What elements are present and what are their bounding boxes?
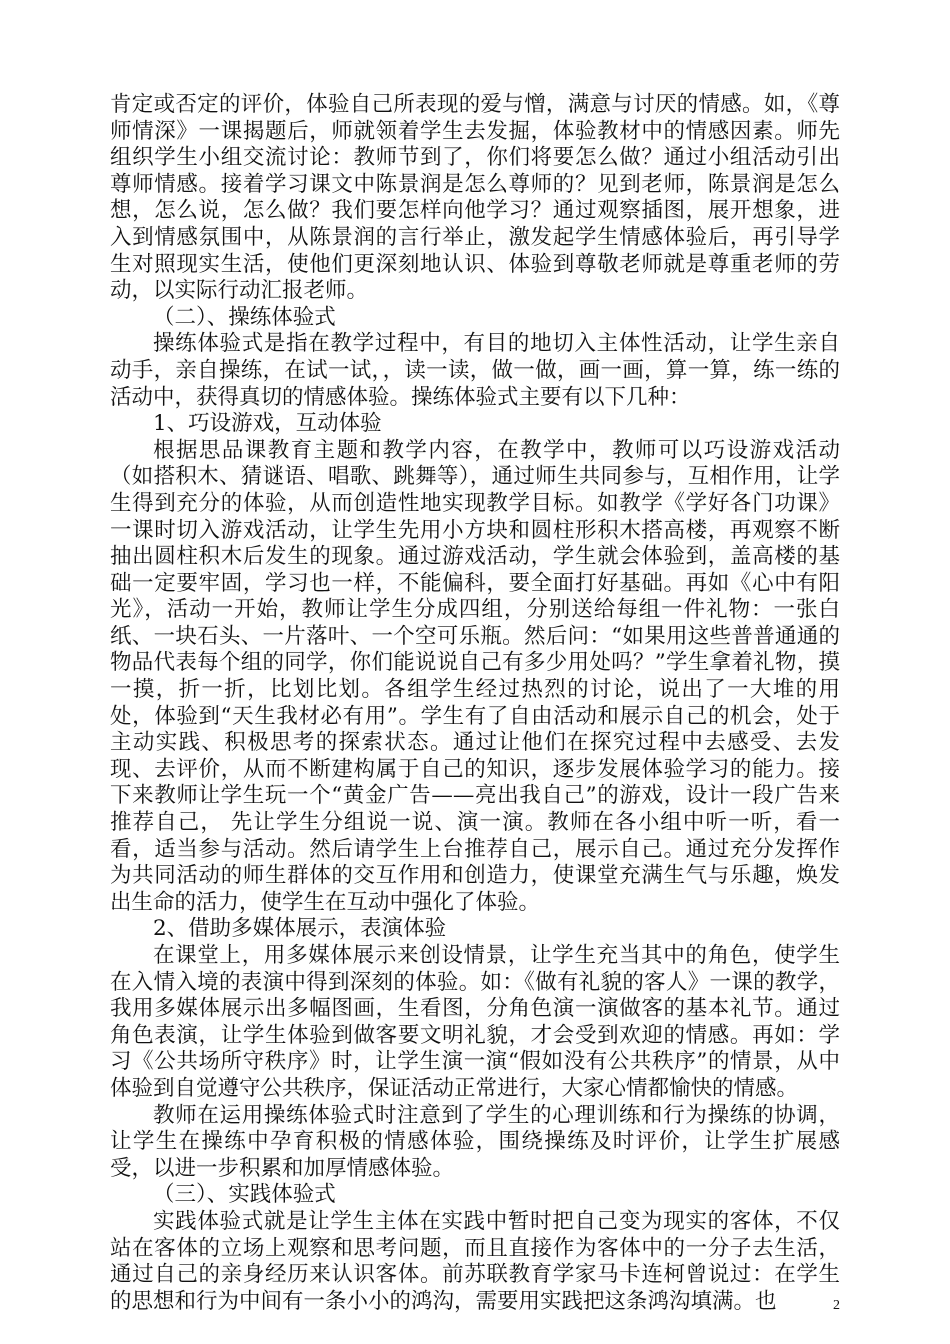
paragraph-1: 肯定或否定的评价，体验自己所表现的爱与憎，满意与讨厌的情感。如，《尊师情深》一课揭题后，师就领着学生去发掘，体验教材中的情感因素。师先组织学生小组交流讨论：教师节到了，你们将要怎么做？通过小组活动引出尊师情感。接着学习课文中陈景润是怎么尊师的？见到老师，陈景润是怎么想，怎么说，怎么做？我们要怎样向他学习？通过观察插图，展开想象，进入到情感氛围中，从陈景润的言行举止，激发起学生情感体验后，再引导学生对照现实生活，使他们更深刻地认识、体验到尊敬老师就是尊重老师的劳动，以实际行动汇报老师。 [110, 92, 840, 304]
paragraph-3: 根据思品课教育主题和教学内容，在教学中，教师可以巧设游戏活动（如搭积木、猜谜语、唱歌、跳舞等），通过师生共同参与，互相作用，让学生得到充分的体验，从而创造性地实现教学目标。如教学《学好各门功课》一课时切入游戏活动，让学生先用小方块和圆柱形积木搭高楼，再观察不断抽出圆柱积木后发生的现象。通过游戏活动，学生就会体验到，盖高楼的基础一定要牢固，学习也一样，不能偏科，要全面打好基础。再如《心中有阳光》，活动一开始，教师让学生分成四组，分别送给每组一件礼物：一张白纸、一块石头、一片落叶、一个空可乐瓶。然后问：“如果用这些普普通通的物品代表每个组的同学，你们能说说自己有多少用处吗？”学生拿着礼物，摸一摸，折一折，比划比划。各组学生经过热烈的讨论，说出了一大堆的用处，体验到“天生我材必有用”。学生有了自由活动和展示自己的机会，处于主动实践、积极思考的探索状态。通过让他们在探究过程中去感受、去发现、去评价，从而不断建构属于自己的知识，逐步发展体验学习的能力。接下来教师让学生玩一个“黄金广告——亮出我自己”的游戏，设计一段广告来推荐自己， 先让学生分组说一说、演一演。教师在各小组中听一听，看一看，适当参与活动。然后请学生上台推荐自己，展示自己。通过充分发挥作为共同活动的师生群体的交互作用和创造力，使课堂充满生气与乐趣，焕发出生命的活力，使学生在互动中强化了体验。 [110, 437, 840, 915]
paragraph-2: 操练体验式是指在教学过程中，有目的地切入主体性活动，让学生亲自动手，亲自操练，在试一试，，读一读，做一做，画一画，算一算，练一练的活动中，获得真切的情感体验。操练体验式主要有以下几种： [110, 331, 840, 410]
page-number: 2 [833, 1298, 840, 1313]
paragraph-5: 教师在运用操练体验式时注意到了学生的心理训练和行为操练的协调，让学生在操练中孕育积极的情感体验，围绕操练及时评价，让学生扩展感受，以进一步积累和加厚情感体验。 [110, 1102, 840, 1181]
paragraph-4: 在课堂上，用多媒体展示来创设情景，让学生充当其中的角色，使学生在入情入境的表演中得到深刻的体验。如：《做有礼貌的客人》一课的教学，我用多媒体展示出多幅图画，生看图，分角色演一演做客的基本礼节。通过角色表演，让学生体验到做客要文明礼貌，才会受到欢迎的情感。再如：学习《公共场所守秩序》时，让学生演一演“假如没有公共秩序”的情景，从中体验到自觉遵守公共秩序，保证活动正常进行，大家心情都愉快的情感。 [110, 943, 840, 1101]
section-heading-2: （二）、操练体验式 [153, 304, 336, 330]
subsection-heading-2: 2、借助多媒体展示，表演体验 [153, 916, 447, 942]
subsection-heading-1: 1、巧设游戏，互动体验 [153, 411, 382, 437]
section-heading-3: （三）、实践体验式 [153, 1182, 336, 1208]
paragraph-6: 实践体验式就是让学生主体在实践中暂时把自己变为现实的客体，不仅站在客体的立场上观察和思考问题，而且直接作为客体中的一分子去生活，通过自己的亲身经历来认识客体。前苏联教育学家马卡连柯曾说过：在学生的思想和行为中间有一条小小的鸿沟，需要用实践把这条鸿沟填满。也 [110, 1208, 840, 1314]
document-body [110, 92, 840, 1315]
